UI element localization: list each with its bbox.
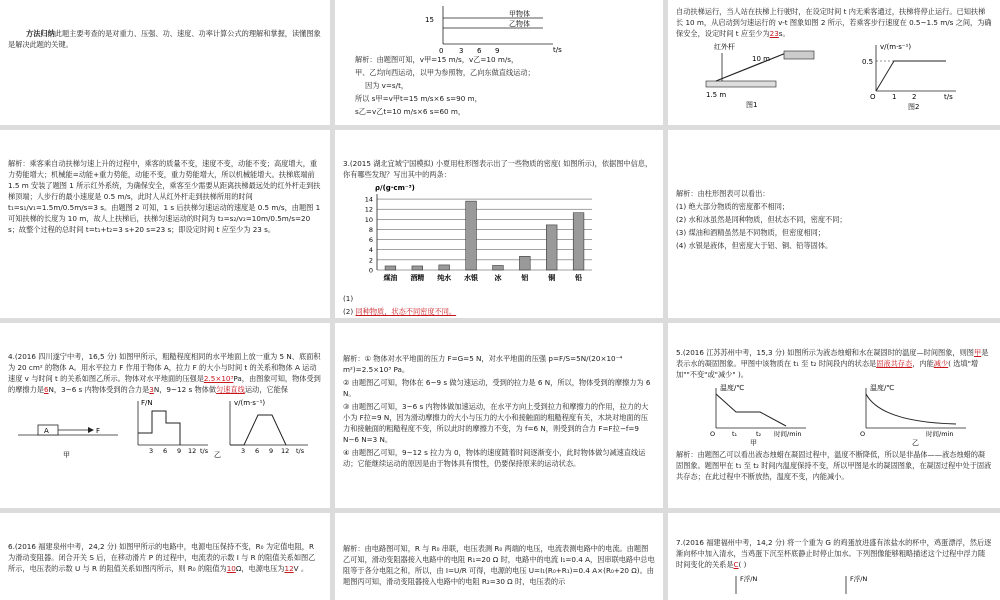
bar-0 [385, 266, 396, 270]
x-tick-0: 0 [439, 47, 444, 54]
y-tick-2: 2 [368, 256, 373, 265]
force-f: F [96, 427, 101, 435]
x-tick-3: 3 [459, 47, 464, 54]
sol-line-3: 因为 v=s/t， [365, 81, 409, 90]
q6-ans1: 10 [226, 564, 236, 573]
fig1-caption: 图1 [746, 101, 758, 109]
q5-ans2: 固液共存态 [876, 359, 913, 368]
fig2-caption: 图2 [908, 103, 920, 111]
gj-cap: 甲 [750, 439, 757, 446]
q4-ans1: 2.5×10³ [203, 374, 234, 383]
fig2-origin: O [870, 93, 876, 101]
friction-figures [8, 397, 318, 463]
gB-ylabel: F浮/N [850, 575, 868, 583]
q4-sol-3: ③ 由题图乙可知，3~6 s 内物体做加速运动，在水平方向上受到拉力和摩擦力的作用，拉力的大小为 F拉=9 N，因为滑动摩擦力的大小与压力的大小和接触面的粗糙程度有关，木块对地面的压力和接触面的粗糙程度不变，所以此时的摩擦力不变，为 f=6 N，则受到的合力 F=F拉−f=9 N−6 N=3 N。 [343, 402, 649, 444]
y-tick-4: 4 [368, 246, 373, 255]
fig2-ylabel: v/(m·s⁻¹) [880, 43, 912, 51]
fig2-xlabel: t/s [944, 93, 953, 101]
q5-ans1: 甲 [974, 348, 982, 357]
st-graph [403, 6, 603, 54]
bar-2 [439, 265, 450, 270]
q4-text-e: 运动，它能保 [244, 385, 288, 394]
density-title: 3.(2015 湖北宜城宁国模拟) 小夏用柱形图表示出了一些物质的密度( 如图所示)，依据图中信息，你有哪些发现？写出其中的两条： [343, 159, 653, 179]
q5-solution: 解析：由题图乙可以看出液态烛蜡在凝固过程中，温度不断降低，所以是非晶体——液态烛蜡的凝固图象。题图甲在 t₁ 至 t₂ 时间内温度保持不变，所以甲图是水的凝固图象，在凝固过程中处于固液共存态；在此过程中不断放热，温度不变，内能减小。 [676, 450, 992, 481]
y-tick-12: 12 [364, 205, 373, 214]
sol-line-5: s乙=v乙t=10 m/s×6 s=60 m， [355, 107, 466, 116]
esc-unit: s。 [778, 29, 790, 38]
panel-friction-solution [335, 323, 663, 508]
legend-a: 甲物体 [509, 10, 530, 18]
bar-4 [493, 265, 504, 270]
q5-ans3: 减少 [933, 359, 949, 368]
q4-ans2: 6 [43, 385, 49, 394]
g1-t6: 6 [163, 447, 168, 455]
esc-text: 自动扶梯运行，当人站在扶梯上行驶时，在设定时间 t 内无乘客通过，扶梯将停止运行。已知扶梯长 10 m，从启动到匀速运行的 v-t 图象如图 2 所示，若乘客步行速度在 0.5~1.5 m/s 之间，为确保安全，设定时间 t 应至少为 [676, 7, 992, 38]
q4-sol-2: ② 由题图乙可知，物体在 6~9 s 做匀速运动，受到的拉力是 6 N，所以，物体受到的摩擦力为 6 N。 [343, 378, 651, 398]
g2-t9: 9 [269, 447, 274, 455]
buoyancy-graphs [676, 572, 976, 594]
bar-1 [412, 266, 423, 270]
q4-ans4: 匀速直线 [216, 385, 245, 394]
y-tick-8: 8 [368, 225, 373, 234]
method-text: 此题主要考查的是对重力、压强、功、速度、功率计算公式的理解和掌握，读懂图象是解决此题的关键。 [8, 29, 321, 49]
q4-text-c: N，3~6 s 内物体受到的合力是 [48, 385, 150, 394]
density-sol-2: (2) 水和冰虽然是同种物质，但状态不同，密度不同； [676, 215, 847, 224]
gj-t2: t₂ [756, 430, 762, 438]
q5-text-c: ，内能 [912, 359, 934, 368]
gy-xlabel: 时间/min [926, 430, 954, 438]
q5-text-b: 是表示水的凝固图象。甲图中该物质在 t₁ 至 t₂ 时间段内的状态是 [676, 348, 989, 368]
bar-6 [546, 225, 557, 270]
category-label-4: 冰 [494, 274, 502, 282]
gy-ylabel: 温度/℃ [870, 384, 895, 392]
g1-ylabel: F/N [141, 399, 153, 407]
panel-method-summary [0, 0, 330, 125]
solidify-graphs [676, 382, 986, 446]
gA-ylabel: F浮/N [740, 575, 758, 583]
legend-b: 乙物体 [509, 20, 530, 28]
density-a2: 同种物质，状态不同密度不同。 [355, 307, 457, 316]
density-sol-3: (3) 煤油和酒精虽然是不同物质，但密度相同； [676, 228, 826, 237]
panel-escalator-question [668, 0, 1000, 125]
category-label-7: 铅 [575, 274, 583, 282]
g2-xlabel: t/s [296, 447, 305, 455]
density-bar-chart [343, 182, 603, 290]
g2-t12: 12 [281, 447, 290, 455]
y-axis-label: ρ/(g·cm⁻³) [375, 184, 415, 192]
cap-yi: 乙 [214, 451, 221, 459]
q4-text-b: Pa，由图象可知，物体受到的摩擦力是 [8, 374, 321, 394]
sol-line-2: 甲、乙均向西运动，以甲为参照物，乙向东做直线运动； [355, 68, 535, 77]
esc-answer: 23 [769, 29, 779, 38]
density-q2: (2) [343, 307, 354, 316]
fig1-height: 1.5 m [706, 91, 727, 99]
fig1-label: 红外杆 [714, 43, 735, 51]
y-tick-6: 6 [368, 236, 373, 245]
esc-solution-text: 解析：乘客乘自动扶梯匀速上升的过程中，乘客的质量不变，速度不变，动能不变；高度增大，重力势能增大；机械能=动能+重力势能，动能不变，重力势能增大，所以机械能增大。扶梯底端前 1.5 m 安装了题图 1 所示红外系统，为确保安全，乘客至少需要从距离扶梯最远处的红外杆走到扶梯顶端；人步行的最小速度是 0.5 m/s，此时人从红外杆走到扶梯所用的时间 t₁=s₁/v₁=1.5m/0.5m/s=3 s。由题图 2 可知，1 s 后扶梯匀速运动的速度是 0.5 m/s，由题图 1 可知扶梯的长度为 10 m，故人上扶梯后，扶梯匀速运动的时间为 t₂=s₂/v₂=10m/0.5m/s=20 s；故整个过程的总时间 t=t₁+t₂=3 s+20 s=23 s；即设定时间 t 应至少为 23 s。 [8, 159, 321, 234]
q6-text-a: 6.(2016 福建泉州中考，24,2 分) 如图甲所示的电路中，电源电压保持不变，R₀ 为定值电阻，R 为滑动变阻器。闭合开关 S 后，在移动滑片 P 的过程中，电流表的示数 I 与 R 的阻值关系如图乙所示，电压表的示数 U 与 R 的阻值关系如图丙所示，则 R₀ 的阻值为 [8, 542, 316, 573]
cap-jia: 甲 [63, 451, 70, 459]
category-label-3: 水银 [464, 274, 479, 282]
q5-text-d: ( 选填"增加""不变"或"减少" )。 [676, 359, 979, 379]
panel-density-solution [668, 130, 1000, 318]
panel-buoyancy-question [668, 513, 1000, 600]
x-tick-9: 9 [495, 47, 500, 54]
panel-friction-question [0, 323, 330, 508]
q4-sol-1: 解析：① 物体对水平地面的压力 F=G=5 N，对水平地面的压强 p=F/S=5N/(20×10⁻⁴ m²)=2.5×10³ Pa。 [343, 354, 623, 374]
panel-density-question [335, 130, 663, 318]
q6-text-b: Ω，电源电压为 [235, 564, 285, 573]
category-label-2: 纯水 [437, 274, 452, 282]
category-label-0: 煤油 [383, 274, 398, 282]
q5-text-a: 5.(2016 江苏苏州中考，15,3 分) 如图所示为液态烛蜡和水在凝固时的温度—时间图象，则图 [676, 348, 974, 357]
g1-t9: 9 [177, 447, 182, 455]
panel-circuit-question [0, 513, 330, 600]
g1-xlabel: t/s [200, 447, 209, 455]
q7-ans: C [733, 560, 739, 569]
gy-cap: 乙 [912, 439, 919, 446]
q6-solution: 解析：由电路图可知，R 与 R₀ 串联，电压表测 R₀ 两端的电压，电流表测电路中的电流。由题图乙可知，滑动变阻器接入电路中的电阻 R₁=20 Ω 时，电路中的电流 I₁=0.4 A，因串联电路中总电阻等于各分电阻之和，所以，由 I=U/R 可得，电源的电压 U=I₁(R₀+R₁)=0.4 A×(R₀+20 Ω)。由题图丙可知，滑动变阻器接入电路中的电阻 R₂=30 Ω 时，电压表的示 [343, 544, 655, 586]
density-sol-4: (4) 水银是液体，但密度大于铝、铜、铅等固体。 [676, 241, 833, 250]
panel-solidify-question [668, 323, 1000, 508]
y-tick-0: 0 [368, 266, 373, 275]
q6-text-c: V 。 [293, 564, 309, 573]
fig1-length: 10 m [752, 55, 770, 63]
panel-circuit-solution [335, 513, 663, 600]
y-tick-14: 14 [364, 195, 373, 204]
gj-xlabel: 时间/min [774, 430, 802, 438]
gy-o: O [860, 430, 866, 438]
q4-sol-4: ④ 由题图乙可知，9~12 s 拉力为 0，物体的速度随着时间逐渐变小，此时物体做匀减速直线运动；它能继续运动的原因是由于物体具有惯性，仍要保持原来的运动状态。 [343, 448, 646, 468]
q7-text-a: 7.(2016 福建福州中考，14,2 分) 将一个重为 G 的鸡蛋放进盛有浓盐水的杯中，鸡蛋漂浮，然后逐渐向杯中加入清水，当鸡蛋下沉至杯底静止时停止加水。下列图像能够粗略描述这个过程中浮力随时间变化的关系是 [676, 538, 992, 569]
panel-escalator-solution [0, 130, 330, 318]
q4-text-a: 4.(2016 四川遂宁中考，16,5 分) 如图甲所示，粗糙程度相同的水平地面上放一重为 5 N、底面积为 20 cm² 的物体 A。用水平拉力 F 作用于物体 A，拉力 F 的大小与时间 t 的关系和物体 A 运动速度 v 与时间 t 的关系如图乙所示。物体对水平地面的压强是 [8, 352, 321, 383]
g2-t3: 3 [241, 447, 246, 455]
sol-line-4: 所以 s甲=v甲t=15 m/s×6 s=90 m， [355, 94, 482, 103]
density-sol-0: 解析：由柱形图表可以看出： [676, 189, 770, 198]
g1-t12: 12 [188, 447, 197, 455]
x-unit: t/s [553, 46, 562, 54]
q6-ans2: 12 [284, 564, 294, 573]
gj-o: O [710, 430, 716, 438]
escalator-figures [676, 41, 976, 111]
g2-t6: 6 [255, 447, 260, 455]
category-label-1: 酒精 [410, 274, 425, 282]
block-a: A [44, 427, 49, 435]
g1-t3: 3 [149, 447, 154, 455]
bar-5 [519, 256, 530, 270]
x-tick-6: 6 [477, 47, 482, 54]
y-tick-15: 15 [425, 16, 434, 24]
panel-speed-solution [335, 0, 663, 125]
q4-text-d: N，9~12 s 物体做 [153, 385, 217, 394]
q7-text-b: ( ) [738, 560, 747, 569]
density-sol-1: (1) 绝大部分物质的密度都不相同； [676, 202, 790, 211]
sol-line-1: 解析：由题图可知，v甲=15 m/s，v乙=10 m/s， [355, 55, 519, 64]
g2-ylabel: v/(m·s⁻¹) [234, 399, 266, 407]
fig2-xtick-1: 1 [892, 93, 897, 101]
q4-ans3: 3 [149, 385, 154, 394]
fig2-xtick-2: 2 [912, 93, 917, 101]
gj-ylabel: 温度/℃ [720, 384, 745, 392]
fig2-ytick: 0.5 [862, 58, 874, 66]
category-label-6: 铜 [548, 274, 556, 282]
bar-3 [466, 201, 477, 270]
category-label-5: 铝 [521, 274, 529, 282]
density-q1: (1) [343, 294, 354, 303]
method-label: 方法归纳 [26, 29, 55, 38]
y-tick-10: 10 [364, 215, 373, 224]
gj-t1: t₁ [732, 430, 738, 438]
bar-7 [573, 213, 584, 270]
